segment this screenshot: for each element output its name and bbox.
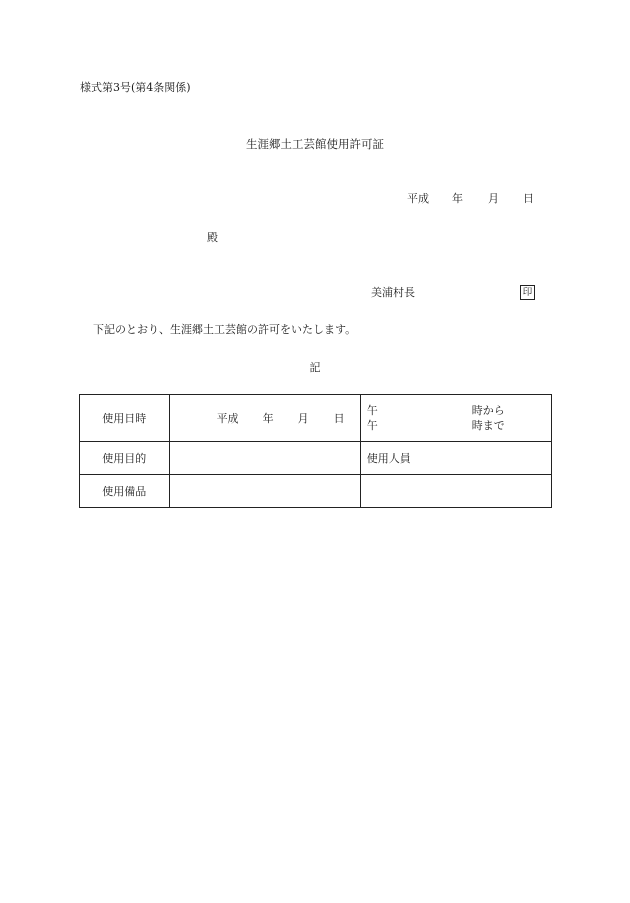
usage-date-era: 平成 [216,412,239,425]
usage-purpose-field[interactable] [169,442,360,475]
issuer-name: 美浦村長 [371,286,415,299]
issue-date-day: 日 [523,192,534,205]
end-ampm: 午 [366,419,378,432]
body-text: 下記のとおり、生涯郷土工芸館の許可をいたします。 [93,323,357,336]
usage-equipment-extra-field[interactable] [360,475,551,508]
start-ampm: 午 [366,404,378,417]
form-number: 様式第3号(第4条関係) [80,81,191,94]
end-suffix: 時まで [471,419,505,432]
table-row-purpose [80,442,552,475]
usage-people-label: 使用人員 [366,451,411,465]
usage-date-cell[interactable] [169,395,360,442]
seal-mark: 印 [520,285,535,300]
usage-date-year: 年 [262,412,274,425]
usage-equipment-field[interactable] [169,475,360,508]
usage-equipment-label: 使用備品 [80,475,170,508]
document-title: 生涯郷土工芸館使用許可証 [246,137,384,151]
usage-record-table [79,394,552,508]
usage-date-day: 日 [333,412,345,425]
addressee-suffix: 殿 [207,231,218,244]
usage-date-month: 月 [297,412,309,425]
table-row-datetime [80,395,552,442]
issue-date-era: 平成 [407,192,429,205]
table-row-equipment [80,475,552,508]
issue-date-month: 月 [488,192,499,205]
usage-time-cell[interactable] [360,395,551,442]
usage-purpose-label: 使用目的 [80,442,170,475]
start-suffix: 時から [471,404,505,417]
record-heading: 記 [309,361,321,374]
usage-datetime-label: 使用日時 [80,395,170,442]
usage-people-field[interactable] [360,442,551,475]
issue-date-year: 年 [452,192,463,205]
